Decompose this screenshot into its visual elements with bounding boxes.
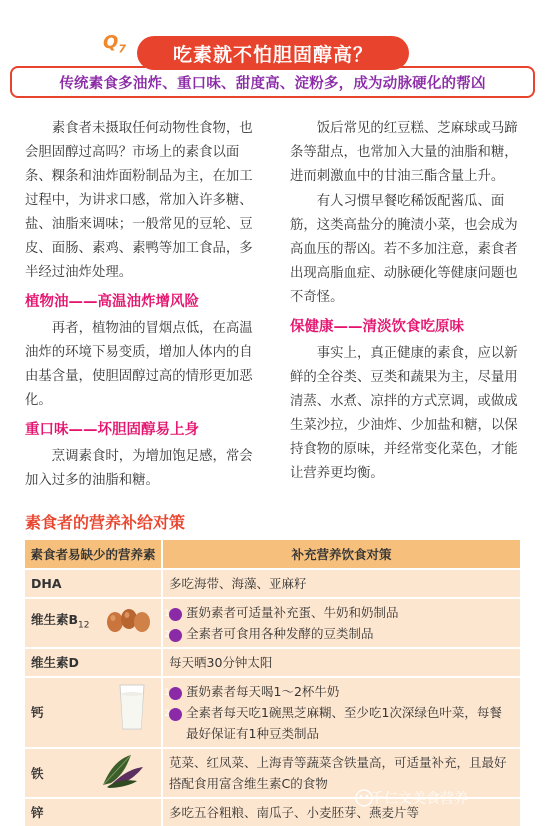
- nutrient-name: 钙: [25, 677, 162, 748]
- page-title: 吃素就不怕胆固醇高？: [137, 36, 409, 70]
- table-row: [25, 677, 520, 748]
- table-header-strategy: 补充营养饮食对策: [162, 540, 520, 569]
- number-badge: 1: [169, 608, 182, 621]
- number-badge: 2: [169, 708, 182, 721]
- health-paragraph: 事实上，真正健康的素食，应以新鲜的全谷类、豆类和蔬果为主，尽量用清蒸、水煮、凉拌的方式烹调，或做成生菜沙拉，少油炸、少加盐和糖，以保持食物的原味，并经常变化菜色，才能让营养更均衡。: [290, 346, 518, 481]
- strategy-text: 多吃五谷粗粮、南瓜子、小麦胚芽、燕麦片等: [162, 798, 520, 826]
- subtitle: 传统素食多油炸、重口味、甜度高、淀粉多，成为动脉硬化的帮凶: [59, 75, 486, 92]
- leafy-vegetable-icon: [97, 751, 147, 789]
- section-heading-taste: 重口味——坏胆固醇易上身: [25, 422, 199, 438]
- left-column: [25, 117, 258, 494]
- nutrient-name: DHA: [25, 569, 162, 598]
- milk-glass-icon: [117, 682, 147, 732]
- subtitle-box: [10, 66, 535, 98]
- section-heading-oil: 植物油——高温油炸增风险: [25, 294, 199, 310]
- table-section-title: 素食者的营养补给对策: [25, 513, 186, 532]
- strategy-text: 苋菜、红凤菜、上海青等蔬菜含铁量高，可适量补充，且最好搭配食用富含维生素C的食物: [162, 748, 520, 798]
- table-row: [25, 648, 520, 677]
- title-block: [10, 32, 537, 102]
- question-number: $Q_7$: [103, 32, 126, 56]
- pickle-paragraph: 有人习惯早餐吃稀饭配酱瓜、面筋，这类高盐分的腌渍小菜，也会成为高血压的帮凶。若不多加注意，素食者出现高脂血症、动脉硬化等健康问题也不奇怪。: [290, 194, 518, 305]
- nutrient-name: 维生素$B_{12}$: [25, 598, 162, 648]
- number-badge: 1: [169, 687, 182, 700]
- oil-paragraph: 再者，植物油的冒烟点低，在高温油炸的环境下易变质，增加人体内的自由基含量，使胆固醇过高的情形更加恶化。: [25, 321, 253, 408]
- taste-paragraph: 烹调素食时，为增加饱足感，常会加入过多的油脂和糖。: [25, 449, 253, 488]
- strategy-cell: [162, 677, 520, 748]
- number-badge: 2: [169, 629, 182, 642]
- section-heading-health: 保健康——清淡饮食吃原味: [290, 319, 464, 335]
- table-header-nutrient: 素食者易缺少的营养素: [25, 540, 162, 569]
- dessert-paragraph: 饭后常见的红豆糕、芝麻球或马蹄条等甜点，也常加入大量的油脂和糖，进而刺激血中的甘油三酯含量上升。: [290, 121, 518, 184]
- right-column: [290, 117, 522, 487]
- nutrient-name: 锌: [25, 798, 162, 826]
- strategy-text: 每天晒30分钟太阳: [162, 648, 520, 677]
- strategy-item: 1 蛋奶素者每天喝1～2杯牛奶: [164, 684, 340, 699]
- strategy-item: 1 蛋奶素者可适量补充蛋、牛奶和奶制品: [164, 605, 399, 620]
- strategy-cell: [162, 598, 520, 648]
- table-row: [25, 598, 520, 648]
- nutrient-name: 维生素D: [25, 648, 162, 677]
- nutrition-table: [25, 540, 520, 826]
- intro-paragraph: 素食者未摄取任何动物性食物，也会胆固醇过高吗？市场上的素食以面条、粿条和油炸面粉制品为主，在加工过程中，为讲求口感，常加入许多糖、盐、油脂来调味；一般常见的豆轮、豆皮、面肠、素鸡、素鸭等加工食品，多半经过油炸处理。: [25, 121, 253, 280]
- strategy-item: 2 全素者可食用各种发酵的豆类制品: [164, 626, 374, 641]
- nutrient-name: 铁: [25, 748, 162, 798]
- strategy-item: 2 全素者每天吃1碗黑芝麻糊、至少吃1次深绿色叶菜，每餐最好保证有1种豆类制品: [164, 705, 502, 741]
- table-header-row: [25, 540, 520, 569]
- table-row: [25, 569, 520, 598]
- strategy-text: 多吃海带、海藻、亚麻籽: [162, 569, 520, 598]
- eggs-icon: [105, 605, 151, 633]
- watermark: 千仁文美食营养: [370, 791, 468, 807]
